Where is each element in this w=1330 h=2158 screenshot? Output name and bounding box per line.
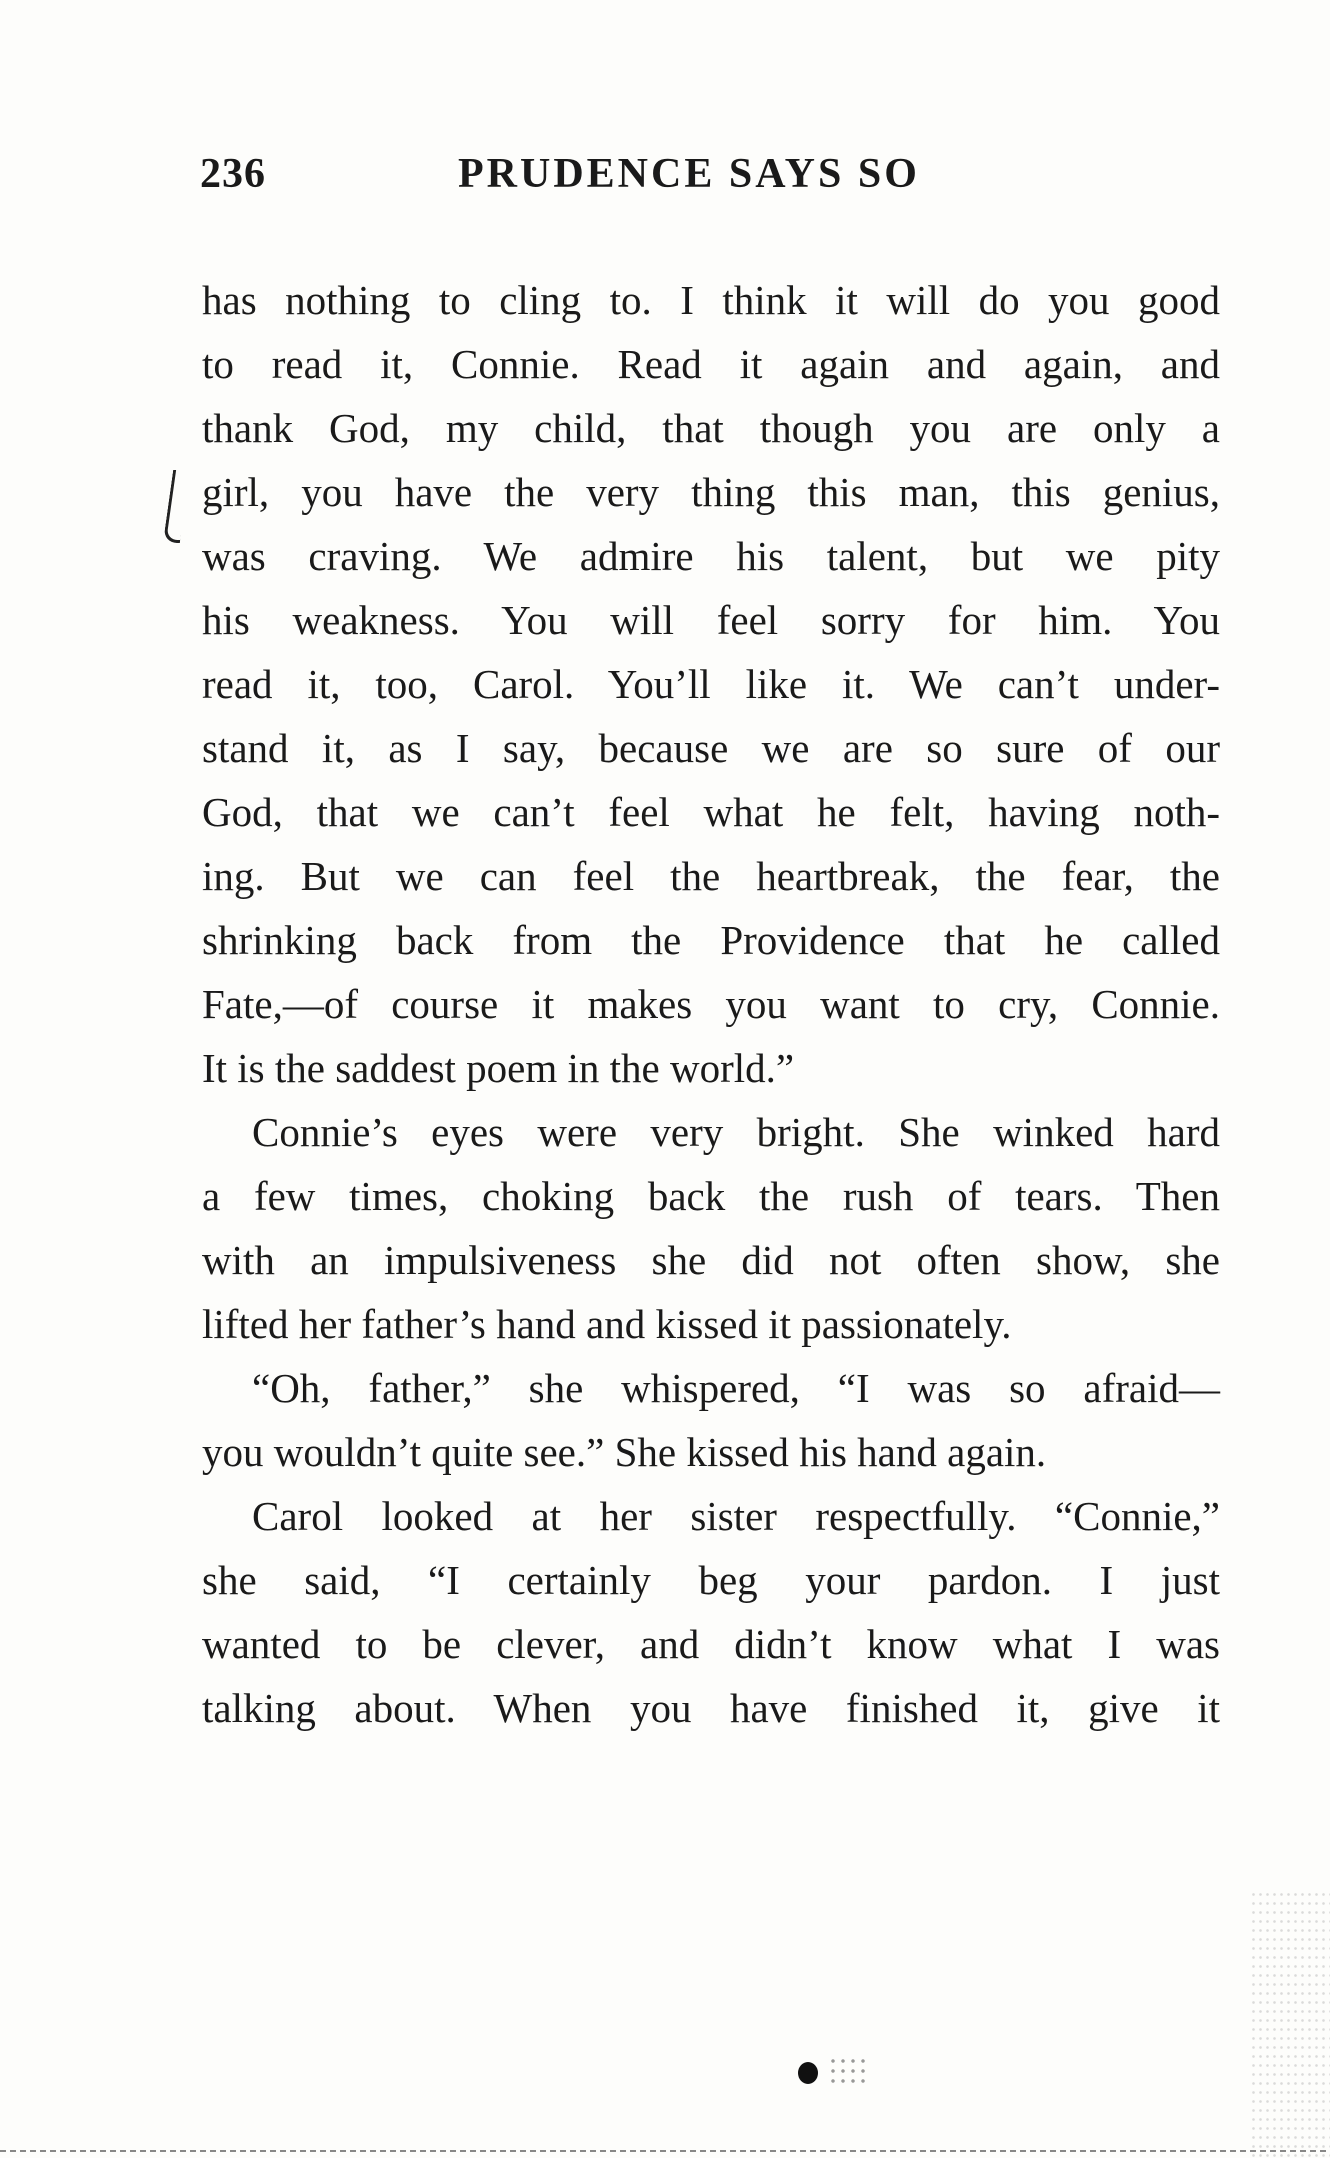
text-line: It is the saddest poem in the world.” [202,1045,795,1091]
text-line: with an impulsiveness she did not often show, she [202,1237,1220,1283]
text-line: lifted her father’s hand and kissed it passionately. [202,1301,1012,1347]
text-line: thank God, my child, that though you are only a [202,405,1220,451]
text-line: God, that we can’t feel what he felt, having noth- [202,789,1220,835]
page-bottom-edge [0,2150,1330,2152]
body-text [202,268,1220,1740]
page-number: 236 [200,151,266,197]
text-line: shrinking back from the Providence that he called [202,917,1220,963]
ink-blot-ornament [798,2062,818,2084]
text-line: “Oh, father,” she whispered, “I was so afraid— [252,1365,1220,1411]
text-line: she said, “I certainly beg your pardon. I just [202,1557,1220,1603]
text-line: a few times, choking back the rush of tears. Then [202,1173,1220,1219]
running-head [200,150,1030,210]
text-line: Carol looked at her sister respectfully. “Connie,” [252,1493,1220,1539]
text-line: stand it, as I say, because we are so sure of our [202,725,1220,771]
text-line: was craving. We admire his talent, but we pity [202,533,1220,579]
margin-pencil-mark [163,470,190,543]
text-line: Connie’s eyes were very bright. She winked hard [252,1109,1220,1155]
text-line: read it, too, Carol. You’ll like it. We can’t under- [202,661,1220,707]
text-line: ing. But we can feel the heartbreak, the fear, the [202,853,1220,899]
running-title: PRUDENCE SAYS SO [458,151,920,197]
page-speckle [1250,1890,1330,2158]
text-line: talking about. When you have finished it, give it [202,1685,1220,1731]
text-line: Fate,—of course it makes you want to cry, Connie. [202,981,1220,1027]
text-line: to read it, Connie. Read it again and again, and [202,341,1220,387]
text-line: you wouldn’t quite see.” She kissed his hand again. [202,1429,1047,1475]
text-line: wanted to be clever, and didn’t know what I was [202,1621,1220,1667]
ink-speckle [828,2056,868,2086]
text-line: girl, you have the very thing this man, this genius, [202,469,1220,515]
text-line: his weakness. You will feel sorry for him. You [202,597,1220,643]
text-line: has nothing to cling to. I think it will do you good [202,277,1220,323]
